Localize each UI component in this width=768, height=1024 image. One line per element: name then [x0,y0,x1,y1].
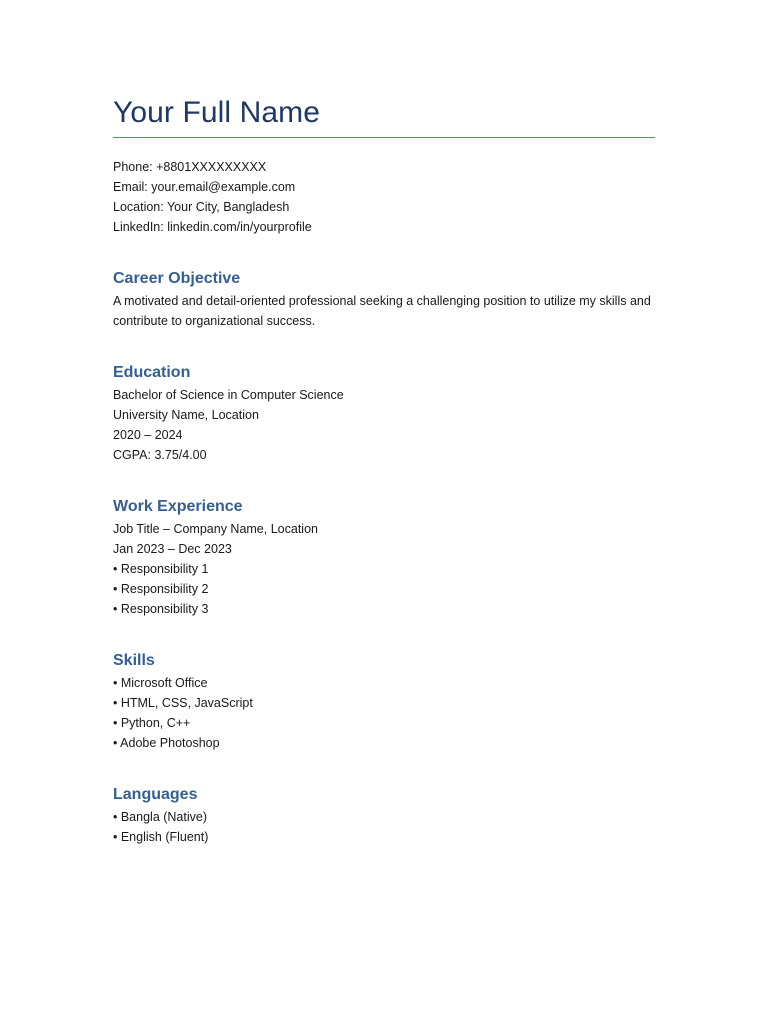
education-university: University Name, Location [113,408,259,422]
section-education [113,362,655,465]
resume-name: Your Full Name [113,96,321,129]
objective-text: A motivated and detail-oriented professional seeking a challenging position to utilize my skills and contribute to organizational success. [113,294,651,328]
contact-location: Location: Your City, Bangladesh [113,200,290,214]
contact-phone: Phone: +8801XXXXXXXXX [113,160,267,174]
experience-job-title: Job Title – Company Name, Location [113,522,318,536]
language-item: • Bangla (Native) [113,810,208,824]
education-years: 2020 – 2024 [113,428,183,442]
section-heading-career-objective: Career Objective [113,270,241,287]
section-skills [113,650,655,753]
skill-item: • Adobe Photoshop [113,736,220,750]
section-heading-languages: Languages [113,786,198,803]
section-heading-work-experience: Work Experience [113,498,243,515]
section-career-objective [113,268,655,331]
skill-item: • Microsoft Office [113,676,208,690]
education-degree: Bachelor of Science in Computer Science [113,388,344,402]
experience-dates: Jan 2023 – Dec 2023 [113,542,232,556]
section-languages [113,784,655,847]
section-work-experience [113,496,655,619]
contact-email: Email: your.email@example.com [113,180,296,194]
section-heading-skills: Skills [113,652,155,669]
experience-bullet: • Responsibility 2 [113,582,209,596]
contact-block [113,157,655,237]
language-item: • English (Fluent) [113,830,209,844]
name-divider [113,137,655,138]
skill-item: • Python, C++ [113,716,191,730]
experience-bullet: • Responsibility 1 [113,562,209,576]
experience-bullet: • Responsibility 3 [113,602,209,616]
resume-document [113,94,655,847]
contact-linkedin: LinkedIn: linkedin.com/in/yourprofile [113,220,312,234]
skill-item: • HTML, CSS, JavaScript [113,696,253,710]
education-cgpa: CGPA: 3.75/4.00 [113,448,207,462]
section-heading-education: Education [113,364,191,381]
